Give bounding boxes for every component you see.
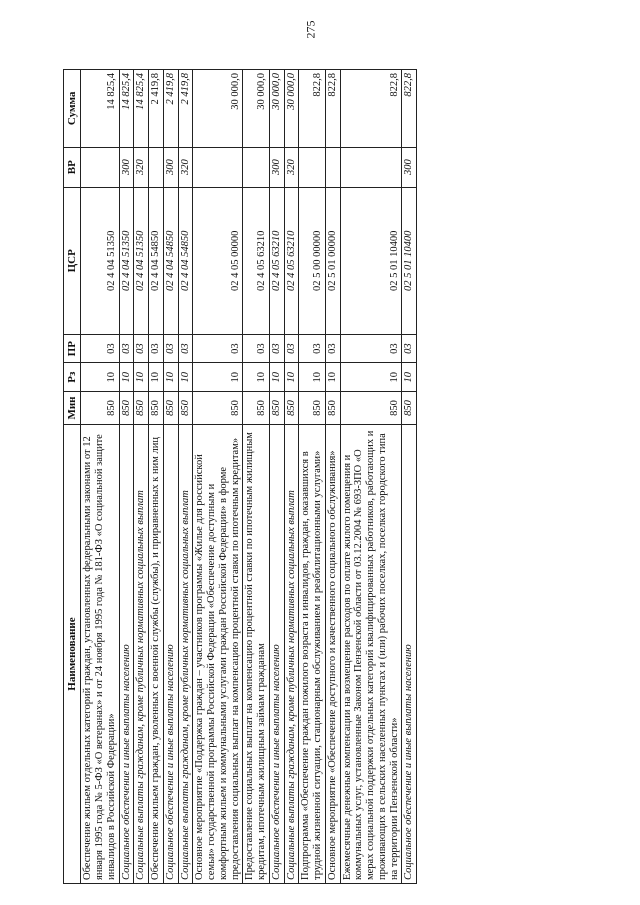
- cell-rz: 10: [81, 363, 119, 392]
- cell-csr: 02 5 01 00000: [325, 187, 340, 334]
- cell-csr: 02 4 05 63210: [269, 187, 284, 334]
- cell-pr: 03: [299, 334, 326, 363]
- cell-sum: 2 419,8: [178, 70, 193, 148]
- cell-min: 850: [163, 391, 178, 424]
- cell-pr: 03: [193, 334, 243, 363]
- cell-name: Социальное обеспечение и иные выплаты населению: [163, 425, 178, 884]
- cell-csr: 02 5 01 10400: [340, 187, 402, 334]
- cell-vr: [81, 147, 119, 187]
- cell-name: Основное мероприятие «Поддержка граждан – участников программы «Жилье для российской семьи» государственной программы Российской Федерации «Обеспечение доступным и комфортным жильем и коммунальными услугами граждан Российской Федерации» в форме предоставления социальных выплат на компенсацию процентной ставки по ипотечным кредитам»: [193, 425, 243, 884]
- cell-min: 850: [149, 391, 164, 424]
- cell-csr: 02 4 05 63210: [284, 187, 299, 334]
- cell-vr: 320: [178, 147, 193, 187]
- cell-name: Обеспечение жильем отдельных категорий граждан, установленных федеральными законами от 12 января 1995 года № 5-ФЗ «О ветеранах» и от 24 ноября 1995 года № 181-ФЗ «О социальной защите инвалидов в Российской Федерации»: [81, 425, 119, 884]
- cell-name: Социальные выплаты гражданам, кроме публичных нормативных социальных выплат: [284, 425, 299, 884]
- table-row: [193, 70, 243, 884]
- cell-csr: 02 4 04 54850: [149, 187, 164, 334]
- cell-min: 850: [243, 391, 270, 424]
- cell-pr: 03: [269, 334, 284, 363]
- table-row: [325, 70, 340, 884]
- cell-pr: 03: [284, 334, 299, 363]
- page-number: 275: [303, 20, 318, 39]
- cell-min: 850: [325, 391, 340, 424]
- cell-pr: 03: [340, 334, 402, 363]
- cell-sum: 14 825,4: [119, 70, 134, 148]
- cell-rz: 10: [325, 363, 340, 392]
- header-pr: ПР: [64, 334, 81, 363]
- table-row: [149, 70, 164, 884]
- cell-sum: 822,8: [325, 70, 340, 148]
- rotated-page-content: [63, 69, 578, 884]
- cell-name: Социальное обеспечение и иные выплаты населению: [119, 425, 134, 884]
- table-header-row: [64, 70, 81, 884]
- cell-pr: 03: [325, 334, 340, 363]
- cell-name: Предоставление социальных выплат на компенсацию процентной ставки по ипотечным жилищным кредитам, ипотечным жилищным займам гражданам: [243, 425, 270, 884]
- cell-sum: 14 825,4: [134, 70, 149, 148]
- cell-min: 850: [284, 391, 299, 424]
- cell-pr: 03: [134, 334, 149, 363]
- cell-sum: 30 000,0: [269, 70, 284, 148]
- cell-pr: 03: [243, 334, 270, 363]
- cell-sum: 2 419,8: [163, 70, 178, 148]
- cell-rz: 10: [243, 363, 270, 392]
- budget-table: [63, 69, 417, 884]
- cell-min: 850: [178, 391, 193, 424]
- cell-rz: 10: [340, 363, 402, 392]
- cell-sum: 822,8: [299, 70, 326, 148]
- cell-min: 850: [269, 391, 284, 424]
- cell-min: 850: [402, 391, 417, 424]
- cell-vr: [325, 147, 340, 187]
- cell-csr: 02 4 04 51350: [134, 187, 149, 334]
- cell-csr: 02 4 05 00000: [193, 187, 243, 334]
- cell-name: Подпрограмма «Обеспечение граждан пожилого возраста и инвалидов, граждан, оказавшихся в трудной жизненной ситуации, стационарным обслуживанием и реабилитационными услугами»: [299, 425, 326, 884]
- cell-csr: 02 4 04 51350: [81, 187, 119, 334]
- cell-name: Социальное обеспечение и иные выплаты населению: [269, 425, 284, 884]
- cell-name: Ежемесячные денежные компенсации на возмещение расходов по оплате жилого помещения и коммунальных услуг, установленные Законом Пензенской области от 03.12.2004 № 693-ЗПО «О мерах социальной поддержки отдельных категорий квалифицированных работников, работающих и проживающих в сельских населенных пунктах и (или) рабочих поселках, поселках городского типа на территории Пензенской области»: [340, 425, 402, 884]
- cell-sum: 822,8: [402, 70, 417, 148]
- table-row: [269, 70, 284, 884]
- cell-vr: 300: [269, 147, 284, 187]
- cell-sum: 14 825,4: [81, 70, 119, 148]
- table-row: [134, 70, 149, 884]
- cell-rz: 10: [284, 363, 299, 392]
- cell-rz: 10: [402, 363, 417, 392]
- cell-min: 850: [193, 391, 243, 424]
- cell-min: 850: [299, 391, 326, 424]
- cell-sum: 822,8: [340, 70, 402, 148]
- cell-min: 850: [340, 391, 402, 424]
- cell-rz: 10: [134, 363, 149, 392]
- cell-vr: [193, 147, 243, 187]
- header-sum: Сумма: [64, 70, 81, 148]
- cell-vr: [243, 147, 270, 187]
- cell-pr: 03: [149, 334, 164, 363]
- cell-name: Обеспечение жильем граждан, уволенных с военной службы (службы), и приравненных к ним лиц: [149, 425, 164, 884]
- header-vr: ВР: [64, 147, 81, 187]
- cell-min: 850: [81, 391, 119, 424]
- cell-vr: 300: [119, 147, 134, 187]
- header-csr: ЦСР: [64, 187, 81, 334]
- cell-name: Социальное обеспечение и иные выплаты населению: [402, 425, 417, 884]
- cell-name: Социальные выплаты гражданам, кроме публичных нормативных социальных выплат: [134, 425, 149, 884]
- table-row: [178, 70, 193, 884]
- cell-csr: 02 4 05 63210: [243, 187, 270, 334]
- table-row: [243, 70, 270, 884]
- table-row: [299, 70, 326, 884]
- cell-rz: 10: [193, 363, 243, 392]
- table-row: [81, 70, 119, 884]
- header-min: Мин: [64, 391, 81, 424]
- table-row: [284, 70, 299, 884]
- cell-rz: 10: [269, 363, 284, 392]
- cell-sum: 2 419,8: [149, 70, 164, 148]
- cell-rz: 10: [299, 363, 326, 392]
- table-row: [340, 70, 402, 884]
- cell-csr: 02 4 04 54850: [178, 187, 193, 334]
- table-body: [81, 70, 417, 884]
- cell-csr: 02 4 04 54850: [163, 187, 178, 334]
- table-row: [119, 70, 134, 884]
- cell-vr: 320: [284, 147, 299, 187]
- header-rz: Рз: [64, 363, 81, 392]
- header-name: Наименование: [64, 425, 81, 884]
- cell-pr: 03: [402, 334, 417, 363]
- cell-sum: 30 000,0: [243, 70, 270, 148]
- cell-pr: 03: [163, 334, 178, 363]
- cell-rz: 10: [163, 363, 178, 392]
- cell-vr: 300: [402, 147, 417, 187]
- cell-min: 850: [119, 391, 134, 424]
- table-row: [163, 70, 178, 884]
- cell-name: Основное мероприятие «Обеспечение доступного и качественного социального обслуживания»: [325, 425, 340, 884]
- cell-vr: [299, 147, 326, 187]
- cell-name: Социальные выплаты гражданам, кроме публичных нормативных социальных выплат: [178, 425, 193, 884]
- cell-vr: [340, 147, 402, 187]
- cell-vr: 300: [163, 147, 178, 187]
- cell-csr: 02 5 00 00000: [299, 187, 326, 334]
- cell-csr: 02 5 01 10400: [402, 187, 417, 334]
- cell-sum: 30 000,0: [284, 70, 299, 148]
- cell-pr: 03: [119, 334, 134, 363]
- cell-vr: [149, 147, 164, 187]
- cell-rz: 10: [119, 363, 134, 392]
- cell-csr: 02 4 04 51350: [119, 187, 134, 334]
- cell-sum: 30 000,0: [193, 70, 243, 148]
- cell-pr: 03: [178, 334, 193, 363]
- cell-rz: 10: [149, 363, 164, 392]
- cell-pr: 03: [81, 334, 119, 363]
- cell-vr: 320: [134, 147, 149, 187]
- cell-min: 850: [134, 391, 149, 424]
- cell-rz: 10: [178, 363, 193, 392]
- table-row: [402, 70, 417, 884]
